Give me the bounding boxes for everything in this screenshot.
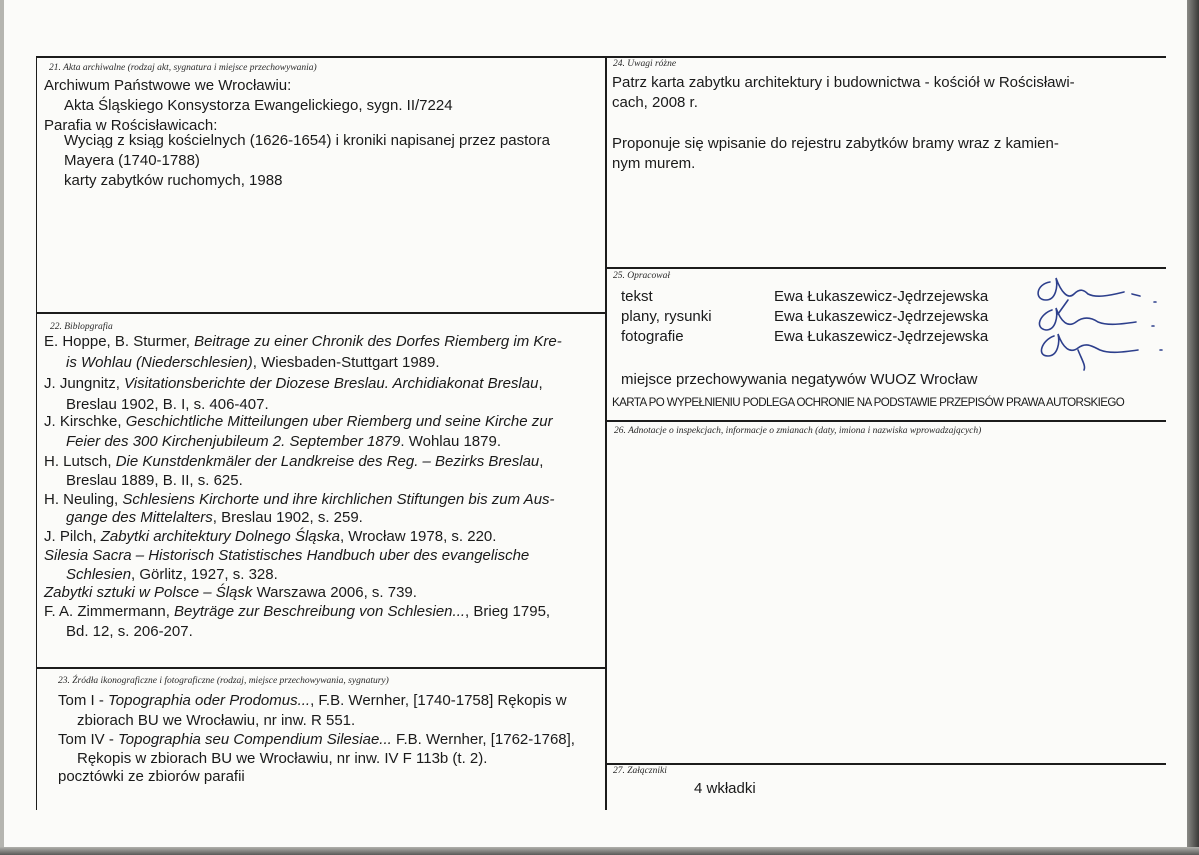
divider-25-26	[605, 420, 1166, 422]
entry-text: E. Hoppe, B. Sturmer,	[44, 333, 195, 350]
remarks-line: nym murem.	[612, 155, 696, 172]
section-23-label: 23. Źródła ikonograficzne i fotograficzne (rodzaj, miejsce przechowywania, sygnatury)	[58, 676, 389, 686]
entry-text: ,	[538, 375, 543, 392]
entry-title: Topographia oder Prodomus...	[108, 692, 311, 709]
entry-title: Beitrage zu einer Chronik des Dorfes Riemberg im Kre-	[194, 333, 562, 350]
copyright-notice: KARTA PO WYPEŁNIENIU PODLEGA OCHRONIE NA PODSTAWIE PRZEPISÓW PRAWA AUTORSKIEGO	[612, 396, 1125, 409]
archive-line: Archiwum Państwowe we Wrocławiu:	[44, 77, 292, 94]
handwritten-signature	[1028, 270, 1168, 375]
entry-line	[44, 546, 529, 567]
section-27-label: 27. Załączniki	[613, 766, 667, 776]
entry-title: Schlesiens Kirchorte und ihre kirchlichen Stiftungen bis zum Aus-	[122, 491, 555, 508]
entry-line	[44, 412, 553, 433]
entry-text: Rękopis w zbiorach BU we Wrocławiu, nr inw. IV F 113b (t. 2).	[77, 750, 488, 767]
entry-title: Zabytki sztuki w Polsce – Śląsk	[44, 584, 253, 601]
entry-text: , Breslau 1902, s. 259.	[212, 509, 363, 526]
entry-title: Zabytki architektury Dolnego Śląska	[100, 528, 340, 545]
entry-text: J. Pilch,	[44, 528, 101, 545]
entry-text: , Wrocław 1978, s. 220.	[339, 528, 497, 545]
role-text: tekst	[621, 288, 653, 305]
attachments-value: 4 wkładki	[694, 780, 756, 797]
entry-text: , F.B. Wernher, [1740-1758] Rękopis w	[310, 692, 567, 709]
archive-line: Wyciąg z ksiąg kościelnych (1626-1654) i kroniki napisanej przez pastora	[64, 132, 550, 149]
author-name: Ewa Łukaszewicz-Jędrzejewska	[774, 288, 989, 305]
entry-title: Topographia seu Compendium Silesiae...	[118, 731, 392, 748]
entry-text: , Brieg 1795,	[465, 603, 551, 620]
entry-line	[44, 527, 496, 548]
section-25-label: 25. Opracował	[613, 271, 670, 281]
entry-line	[66, 622, 193, 643]
divider-24-25	[605, 267, 1166, 269]
archive-line: Mayera (1740-1788)	[64, 152, 200, 169]
form-left-border	[36, 56, 37, 810]
entry-text: , Görlitz, 1927, s. 328.	[131, 566, 278, 583]
role-photos: fotografie	[621, 328, 684, 345]
entry-text: pocztówki ze zbiorów parafii	[58, 768, 245, 785]
remarks-line: cach, 2008 r.	[612, 94, 698, 111]
entry-text: H. Neuling,	[44, 491, 123, 508]
form-top-border	[36, 56, 1166, 58]
entry-title: Schlesien	[66, 566, 132, 583]
entry-text: Tom IV -	[58, 731, 119, 748]
remarks-line: Proponuje się wpisanie do rejestru zabytków bramy wraz z kamien-	[612, 135, 1059, 152]
entry-text: F. A. Zimmermann,	[44, 603, 175, 620]
entry-text: zbiorach BU we Wrocławiu, nr inw. R 551.	[77, 712, 356, 729]
divider-21-22	[36, 312, 606, 314]
entry-line	[66, 508, 363, 529]
entry-title: Visitationsberichte der Diozese Breslau. Archidiakonat Breslau	[124, 375, 539, 392]
entry-text: ,	[539, 453, 544, 470]
entry-line	[44, 332, 562, 353]
section-26-label: 26. Adnotacje o inspekcjach, informacje o zmianach (daty, imiona i nazwiska wprowadzających)	[614, 426, 982, 436]
entry-line	[44, 583, 417, 604]
divider-22-23	[36, 667, 606, 669]
entry-text: Breslau 1902, B. I, s. 406-407.	[66, 396, 269, 413]
remarks-line: Patrz karta zabytku architektury i budownictwa - kościół w Rościsławi-	[612, 74, 1075, 91]
entry-title: gange des Mittelalters	[66, 509, 213, 526]
entry-line	[58, 691, 567, 712]
role-plans: plany, rysunki	[621, 308, 712, 325]
entry-text: J. Kirschke,	[44, 413, 126, 430]
entry-title: Feier des 300 Kirchenjubileum 2. September 1879	[66, 433, 401, 450]
entry-line	[77, 711, 355, 732]
entry-line	[66, 353, 440, 374]
entry-text: Bd. 12, s. 206-207.	[66, 623, 193, 640]
page-edge-right	[1187, 0, 1199, 855]
negatives-location: miejsce przechowywania negatywów WUOZ Wrocław	[621, 371, 978, 388]
entry-text: Tom I -	[58, 692, 109, 709]
author-name: Ewa Łukaszewicz-Jędrzejewska	[774, 308, 989, 325]
entry-title: Beyträge zur Beschreibung von Schlesien...	[174, 603, 466, 620]
entry-text: . Wohlau 1879.	[400, 433, 502, 450]
entry-title: is Wohlau (Niederschlesien)	[66, 354, 253, 371]
section-22-label: 22. Biblopgrafia	[50, 322, 113, 332]
entry-line	[58, 767, 245, 788]
entry-line	[66, 471, 243, 492]
entry-text: Breslau 1889, B. II, s. 625.	[66, 472, 243, 489]
page-edge-bottom	[0, 847, 1199, 855]
author-name: Ewa Łukaszewicz-Jędrzejewska	[774, 328, 989, 345]
page-edge-left	[0, 0, 4, 855]
archive-line: Parafia w Rościsławicach:	[44, 117, 218, 134]
form-center-divider	[605, 56, 607, 810]
entry-text: F.B. Wernher, [1762-1768],	[391, 731, 575, 748]
entry-title: Geschichtliche Mitteilungen uber Riemberg und seine Kirche zur	[125, 413, 553, 430]
entry-line	[44, 374, 543, 395]
entry-text: Warszawa 2006, s. 739.	[252, 584, 417, 601]
entry-text: , Wiesbaden-Stuttgart 1989.	[252, 354, 440, 371]
section-21-label: 21. Akta archiwalne (rodzaj akt, sygnatura i miejsce przechowywania)	[49, 63, 317, 73]
entry-title: Silesia Sacra – Historisch Statistisches Handbuch uber des evangelische	[44, 547, 530, 564]
archive-line: Akta Śląskiego Konsystorza Ewangelickiego, sygn. II/7224	[64, 97, 453, 114]
entry-text: H. Lutsch,	[44, 453, 116, 470]
entry-line	[44, 452, 543, 473]
archive-line: karty zabytków ruchomych, 1988	[64, 172, 283, 189]
section-24-label: 24. Uwagi różne	[613, 59, 677, 69]
entry-line	[44, 602, 550, 623]
divider-26-27	[605, 763, 1166, 765]
entry-line	[66, 432, 501, 453]
entry-line	[58, 730, 575, 751]
entry-title: Die Kunstdenkmäler der Landkreise des Reg. – Bezirks Breslau	[115, 453, 540, 470]
entry-text: J. Jungnitz,	[44, 375, 125, 392]
